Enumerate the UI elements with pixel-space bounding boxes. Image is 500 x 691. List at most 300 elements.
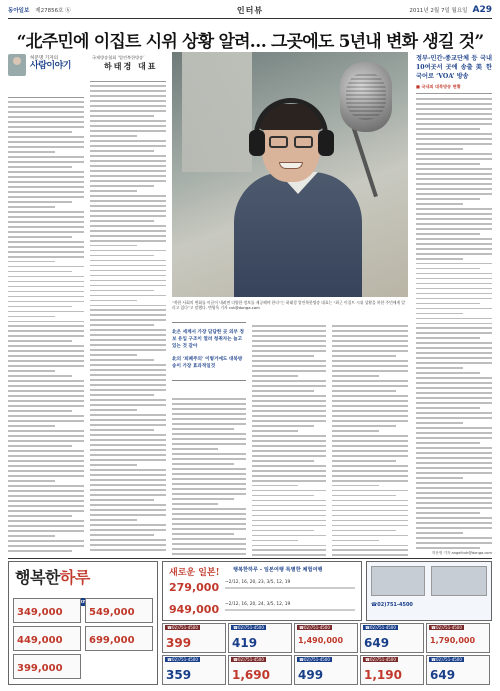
- text-line: [332, 520, 408, 522]
- ad-offer-price: 279,000: [169, 581, 220, 594]
- text-line: [90, 270, 166, 272]
- text-line: [416, 532, 463, 534]
- text-line: [416, 517, 492, 519]
- text-line: [416, 128, 480, 130]
- text-line: [332, 540, 379, 542]
- text-line: [416, 452, 492, 454]
- text-line: [8, 191, 84, 193]
- microphone-icon: [340, 62, 392, 132]
- ad-left-panel: [8, 561, 158, 685]
- pullquote-box: [172, 322, 246, 381]
- text-line: [172, 423, 246, 425]
- series-title: [30, 61, 71, 71]
- text-line: [332, 395, 408, 397]
- text-line: [416, 352, 492, 354]
- ad-price-cell: [13, 598, 81, 623]
- text-line: [416, 327, 492, 329]
- text-line: [8, 520, 84, 522]
- text-line: [416, 288, 492, 290]
- text-line: [8, 231, 84, 233]
- text-line: [416, 148, 463, 150]
- ad-offer-row: [167, 578, 359, 598]
- text-line: [332, 400, 408, 402]
- ad-price-cell: [162, 655, 226, 685]
- text-line: [8, 116, 84, 118]
- ad-price: 649: [430, 668, 456, 682]
- text-line: [8, 181, 84, 183]
- text-line: [8, 545, 84, 547]
- body-column-5: [332, 322, 408, 557]
- text-line: [172, 528, 246, 530]
- text-line: [8, 420, 84, 422]
- text-line: [416, 542, 492, 544]
- text-line: [8, 350, 84, 352]
- text-line: [8, 525, 84, 527]
- text-line: [416, 263, 492, 265]
- text-line: [416, 387, 492, 389]
- ad-offer-detail: [225, 609, 355, 611]
- text-line: [332, 465, 408, 467]
- text-line: [416, 238, 492, 240]
- text-line: [172, 453, 246, 455]
- text-line: [8, 271, 72, 273]
- text-line: [90, 479, 166, 481]
- text-line: [332, 340, 408, 342]
- text-line: [90, 319, 166, 321]
- text-line: [90, 314, 166, 316]
- sidebar-subhead: ■ 국내외 대북방송 현황: [416, 84, 461, 89]
- text-line: [252, 510, 326, 512]
- text-line: [8, 440, 84, 442]
- text-line: [90, 544, 166, 546]
- text-line: [8, 256, 84, 258]
- text-line: [252, 430, 298, 432]
- text-line: [416, 457, 492, 459]
- text-line: [8, 385, 84, 387]
- text-line: [416, 208, 492, 210]
- text-line: [90, 344, 166, 346]
- body-text-lines: [252, 325, 326, 556]
- text-line: [172, 523, 246, 525]
- ad-phone-tag: ☎02)751-4500: [167, 625, 198, 630]
- text-line: [8, 380, 84, 382]
- text-line: [416, 422, 463, 424]
- body-column-3: [172, 395, 246, 557]
- ad-price: 499: [298, 668, 324, 682]
- text-line: [90, 454, 166, 456]
- text-line: [416, 477, 463, 479]
- text-line: [416, 512, 480, 514]
- text-line: [8, 405, 84, 407]
- text-line: [8, 266, 84, 268]
- ad-price: 349,000: [17, 607, 63, 618]
- text-line: [8, 136, 84, 138]
- text-line: [8, 211, 84, 213]
- text-line: [416, 188, 492, 190]
- text-line: [8, 101, 84, 103]
- text-line: [8, 306, 72, 308]
- ad-phone-tag: ☎02)751-4500: [299, 625, 330, 630]
- text-line: [332, 365, 408, 367]
- text-line: [8, 141, 84, 143]
- text-line: [8, 286, 84, 288]
- text-line: [332, 440, 408, 442]
- text-line: [416, 323, 492, 325]
- text-line: [332, 385, 408, 387]
- sidebar-headline: 정부-민간-종교단체 등 국내 10여곳서 곳에 송출 美 한국어로 ‘VOA’ 방송: [416, 55, 492, 80]
- text-line: [332, 485, 379, 487]
- text-line: [90, 524, 166, 526]
- text-line: [8, 335, 84, 337]
- text-line: [252, 340, 326, 342]
- text-line: [332, 510, 408, 512]
- text-line: [172, 478, 246, 480]
- text-line: [8, 325, 84, 327]
- text-line: [90, 329, 166, 331]
- text-line: [90, 150, 154, 152]
- text-line: [416, 382, 492, 384]
- text-line: [416, 138, 492, 140]
- text-line: [90, 334, 166, 336]
- sidebar-column: [416, 52, 492, 557]
- guest-box: [90, 52, 166, 82]
- text-line: [416, 342, 492, 344]
- ad-product-image: [371, 566, 425, 596]
- ad-price: 649: [364, 636, 390, 650]
- text-line: [90, 110, 166, 112]
- text-line: [90, 434, 166, 436]
- text-line: [416, 392, 492, 394]
- text-line: [90, 464, 137, 466]
- text-line: [172, 418, 246, 420]
- guest-role: 국제방송협회 ‘열린북한방송’: [92, 55, 145, 60]
- ad-banner: [162, 561, 362, 621]
- text-line: [8, 121, 84, 123]
- ad-price-cell: [228, 655, 292, 685]
- text-line: [90, 295, 166, 297]
- text-line: [90, 130, 166, 132]
- reporter-photo: [8, 54, 26, 76]
- text-line: [90, 180, 166, 182]
- text-line: [252, 554, 326, 556]
- text-line: [90, 200, 166, 202]
- body-text-lines: [416, 98, 492, 548]
- text-line: [90, 235, 166, 237]
- text-line: [90, 399, 166, 401]
- text-line: [252, 470, 326, 472]
- ad-phone-tag: ☎02)751-4500: [299, 657, 330, 662]
- text-line: [416, 337, 480, 339]
- text-line: [416, 248, 492, 250]
- ad-phone-tag: ☎02)751-4500: [431, 657, 462, 662]
- text-line: [416, 467, 492, 469]
- text-line: [8, 206, 55, 208]
- text-line: [252, 345, 326, 347]
- text-line: [90, 384, 166, 386]
- text-line: [332, 495, 396, 497]
- text-line: [90, 190, 137, 192]
- text-line: [416, 372, 480, 374]
- text-line: [90, 280, 166, 282]
- text-line: [90, 285, 166, 287]
- text-line: [416, 402, 492, 404]
- text-line: [252, 515, 326, 517]
- text-line: [90, 260, 166, 262]
- headphone-earcup-left: [249, 130, 265, 156]
- text-line: [416, 103, 492, 105]
- text-line: [416, 273, 492, 275]
- text-line: [90, 514, 166, 516]
- text-line: [8, 410, 72, 412]
- text-line: [252, 490, 326, 492]
- ad-offer-detail: [225, 587, 355, 589]
- text-line: [332, 325, 408, 327]
- text-line: [90, 549, 166, 551]
- text-line: [90, 85, 166, 87]
- text-line: [8, 301, 84, 303]
- text-line: [90, 205, 166, 207]
- text-line: [332, 445, 408, 447]
- text-line: [252, 435, 326, 437]
- text-line: [172, 543, 246, 545]
- ad-banner-title: 새로운 일본!: [169, 568, 220, 578]
- text-line: [90, 245, 137, 247]
- text-line: [90, 509, 166, 511]
- text-line: [90, 474, 166, 476]
- text-line: [252, 440, 326, 442]
- ad-phone-tag: ☎02)751-4500: [233, 625, 264, 630]
- text-line: [90, 359, 154, 361]
- text-line: [8, 430, 84, 432]
- text-line: [416, 497, 492, 499]
- text-line: [90, 175, 166, 177]
- text-line: [416, 427, 492, 429]
- text-line: [252, 475, 326, 477]
- text-line: [252, 540, 298, 542]
- headphone-earcup-right: [318, 130, 334, 156]
- text-line: [8, 166, 72, 168]
- text-line: [8, 251, 84, 253]
- text-line: [416, 362, 492, 364]
- text-line: [90, 444, 166, 446]
- text-line: [90, 115, 154, 117]
- text-line: [90, 215, 166, 217]
- headphones-icon: [254, 98, 328, 144]
- text-line: [252, 530, 314, 532]
- text-line: [90, 105, 166, 107]
- text-line: [252, 495, 314, 497]
- text-line: [416, 253, 492, 255]
- text-line: [90, 529, 166, 531]
- text-line: [90, 504, 166, 506]
- text-line: [332, 490, 408, 492]
- text-line: [252, 395, 326, 397]
- ad-price-cell: [294, 623, 358, 653]
- text-line: [332, 370, 408, 372]
- text-line: [172, 473, 246, 475]
- text-line: [8, 370, 55, 372]
- text-line: [416, 347, 492, 349]
- text-line: [90, 185, 154, 187]
- text-line: [90, 250, 166, 252]
- text-line: [252, 460, 314, 462]
- ad-offer-dates: ~2/12, 16, 20, 23, 3/5, 12, 19: [225, 580, 291, 585]
- text-line: [252, 420, 326, 422]
- text-line: [416, 278, 492, 280]
- text-line: [416, 118, 492, 120]
- text-line: [172, 508, 246, 510]
- text-line: [90, 394, 154, 396]
- masthead-rule: [8, 18, 492, 19]
- text-line: [8, 355, 84, 357]
- body-text-lines: [8, 101, 84, 551]
- text-line: [8, 450, 84, 452]
- text-line: [8, 535, 55, 537]
- text-line: [90, 389, 166, 391]
- text-line: [8, 186, 84, 188]
- text-line: [90, 404, 166, 406]
- text-line: [332, 335, 408, 337]
- text-line: [416, 203, 463, 205]
- text-line: [8, 390, 84, 392]
- text-line: [8, 530, 84, 532]
- text-line: [252, 370, 326, 372]
- text-line: [332, 545, 408, 547]
- text-line: [90, 494, 166, 496]
- body-text-lines: [172, 398, 246, 554]
- text-line: [8, 161, 84, 163]
- text-line: [172, 433, 246, 435]
- ad-phone-tag: ☎02)751-4500: [167, 657, 198, 662]
- text-line: [8, 276, 84, 278]
- text-line: [90, 374, 166, 376]
- text-line: [8, 400, 84, 402]
- text-line: [416, 183, 492, 185]
- text-line: [252, 450, 326, 452]
- text-line: [332, 330, 408, 332]
- text-line: [416, 133, 492, 135]
- text-line: [416, 268, 480, 270]
- text-line: [8, 311, 84, 313]
- text-line: [416, 113, 492, 115]
- text-line: [172, 468, 246, 470]
- text-line: [8, 176, 84, 178]
- text-line: [90, 379, 166, 381]
- text-line: [416, 223, 492, 225]
- text-line: [172, 503, 218, 505]
- text-line: [90, 290, 154, 292]
- text-line: [8, 126, 84, 128]
- ad-price: 419: [232, 636, 258, 650]
- text-line: [8, 201, 72, 203]
- text-line: [416, 487, 492, 489]
- text-line: [252, 405, 326, 407]
- text-line: [90, 195, 166, 197]
- text-line: [416, 412, 492, 414]
- text-line: [252, 500, 326, 502]
- ad-offer-price: 949,000: [169, 603, 220, 616]
- text-line: [332, 430, 379, 432]
- ad-phone-tag: ☎02)751-4500: [233, 657, 264, 662]
- text-line: [416, 332, 492, 334]
- text-line: [332, 475, 408, 477]
- text-line: [90, 160, 166, 162]
- body-column-4: [252, 322, 326, 557]
- text-line: [172, 538, 246, 540]
- text-line: [252, 455, 326, 457]
- ad-price-cell: [426, 623, 490, 653]
- text-line: [8, 470, 84, 472]
- text-line: [90, 364, 166, 366]
- text-line: [416, 407, 480, 409]
- text-line: [332, 435, 408, 437]
- text-line: [416, 258, 463, 260]
- ad-brand-b: 하루: [59, 568, 90, 587]
- text-line: [172, 458, 246, 460]
- text-line: [90, 429, 154, 431]
- text-line: [252, 535, 326, 537]
- text-line: [416, 213, 492, 215]
- text-line: [8, 500, 84, 502]
- sidebar-divider: [416, 93, 492, 94]
- text-line: [8, 221, 84, 223]
- text-line: [332, 425, 396, 427]
- text-line: [252, 335, 326, 337]
- text-line: [252, 410, 326, 412]
- text-line: [416, 462, 492, 464]
- ad-offer-row: [167, 600, 359, 620]
- text-line: [252, 445, 326, 447]
- text-line: [90, 324, 154, 326]
- text-line: [8, 435, 84, 437]
- text-line: [90, 100, 166, 102]
- photo-caption: “북한 사회의 변화를 이끌어 내려면 다양한 정보를 제공해야 한다”는 하태경 열린북한방송 대표는 “최근 이집트 시위 상황을 북한 주민에게 알리고 있다”고 말했다. 변영욱 기자 cut@donga.com: [172, 300, 406, 310]
- text-line: [8, 495, 84, 497]
- text-line: [90, 255, 154, 257]
- text-line: [332, 375, 379, 377]
- ad-price: 1,790,000: [430, 636, 476, 645]
- text-line: [332, 410, 408, 412]
- text-line: [332, 525, 408, 527]
- text-line: [416, 233, 480, 235]
- text-line: [8, 226, 84, 228]
- ad-price-cell: [162, 623, 226, 653]
- text-line: [416, 283, 492, 285]
- text-line: [172, 448, 218, 450]
- ad-price-cell: [85, 598, 153, 623]
- text-line: [416, 447, 492, 449]
- text-line: [8, 330, 84, 332]
- ad-price-cell: [294, 655, 358, 685]
- ad-brand-a: 행복한: [15, 568, 60, 587]
- text-line: [8, 475, 84, 477]
- text-line: [90, 225, 166, 227]
- text-line: [416, 243, 492, 245]
- issue-date: 2011년 2월 7일 월요일: [409, 8, 468, 14]
- text-line: [416, 158, 492, 160]
- text-line: [8, 480, 55, 482]
- text-line: [90, 230, 166, 232]
- text-line: [172, 548, 246, 550]
- text-line: [8, 156, 84, 158]
- text-line: [8, 340, 72, 342]
- text-line: [90, 459, 166, 461]
- photo-subject-smile: [279, 162, 303, 169]
- text-line: [252, 520, 326, 522]
- text-line: [416, 303, 480, 305]
- pullquote-2: 北의 ‘퇴폐주의’ 이렇거에도 대북방송이 가장 효과적일것: [172, 357, 243, 369]
- text-line: [8, 151, 55, 153]
